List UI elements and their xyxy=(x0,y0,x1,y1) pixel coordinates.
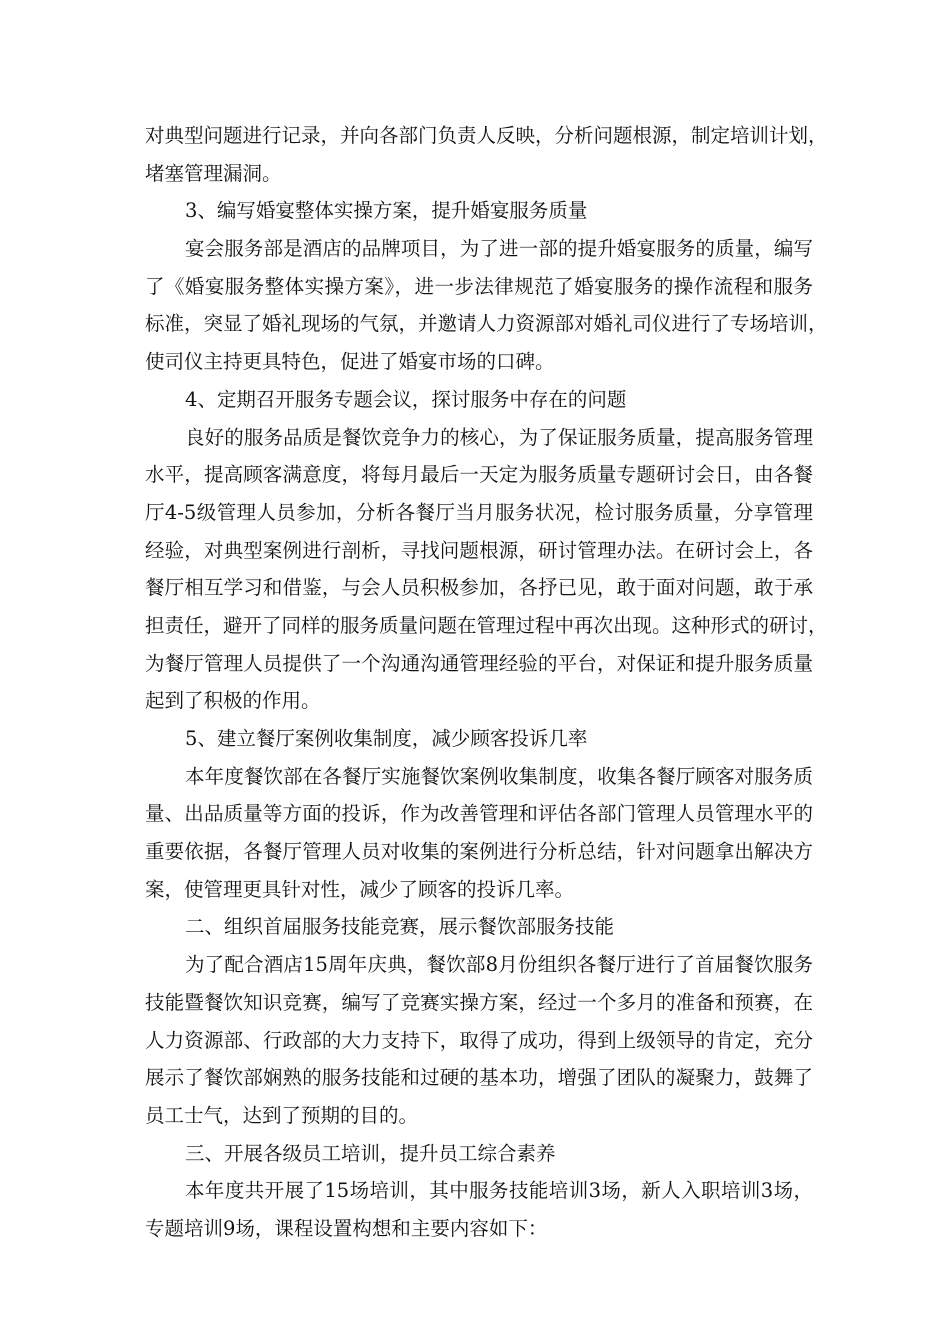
text-line: 人力资源部、行政部的大力支持下，取得了成功，得到上级领导的肯定，充分 xyxy=(145,1028,813,1052)
text-line: 担责任，避开了同样的服务质量问题在管理过程中再次出现。这种形式的研讨， xyxy=(145,613,828,637)
text-line: 3、编写婚宴整体实操方案，提升婚宴服务质量 xyxy=(185,199,588,223)
text-line: 二、组织首届服务技能竞赛，展示餐饮部服务技能 xyxy=(185,915,615,939)
text-line: 使司仪主持更具特色，促进了婚宴市场的口碑。 xyxy=(145,350,555,374)
text-line: 堵塞管理漏洞。 xyxy=(145,161,282,185)
text-line: 技能暨餐饮知识竞赛，编写了竞赛实操方案，经过一个多月的准备和预赛，在 xyxy=(145,990,813,1014)
text-line: 为了配合酒店15周年庆典，餐饮部8月份组织各餐厅进行了首届餐饮服务 xyxy=(185,953,813,977)
text-line: 5、建立餐厅案例收集制度，减少顾客投诉几率 xyxy=(185,727,588,750)
text-line: 厅4-5级管理人员参加，分析各餐厅当月服务状况，检讨服务质量，分享管理 xyxy=(145,500,813,524)
text-line: 经验，对典型案例进行剖析，寻找问题根源，研讨管理办法。在研讨会上，各 xyxy=(145,538,813,562)
text-line: 三、开展各级员工培训，提升员工综合素养 xyxy=(185,1141,556,1165)
text-line: 量、出品质量等方面的投诉，作为改善管理和评估各部门管理人员管理水平的 xyxy=(145,802,813,826)
text-line: 对典型问题进行记录，并向各部门负责人反映，分析问题根源，制定培训计划， xyxy=(145,124,828,147)
text-line: 本年度餐饮部在各餐厅实施餐饮案例收集制度，收集各餐厅顾客对服务质 xyxy=(185,764,813,788)
text-line: 标准，突显了婚礼现场的气氛，并邀请人力资源部对婚礼司仪进行了专场培训， xyxy=(145,312,828,336)
text-line: 专题培训9场，课程设置构想和主要内容如下： xyxy=(145,1216,548,1240)
text-line: 良好的服务品质是餐饮竞争力的核心，为了保证服务质量，提高服务管理 xyxy=(185,425,813,449)
text-line: 重要依据，各餐厅管理人员对收集的案例进行分析总结，针对问题拿出解决方 xyxy=(145,840,813,864)
text-line: 为餐厅管理人员提供了一个沟通沟通管理经验的平台，对保证和提升服务质量 xyxy=(145,651,813,675)
text-line: 水平，提高顾客满意度，将每月最后一天定为服务质量专题研讨会日，由各餐 xyxy=(145,463,813,487)
text-line: 了《婚宴服务整体实操方案》，进一步法律规范了婚宴服务的操作流程和服务 xyxy=(145,274,813,298)
text-line: 案，使管理更具针对性，减少了顾客的投诉几率。 xyxy=(145,877,575,901)
text-line: 展示了餐饮部娴熟的服务技能和过硬的基本功，增强了团队的凝聚力，鼓舞了 xyxy=(145,1066,813,1090)
text-line: 宴会服务部是酒店的品牌项目，为了进一部的提升婚宴服务的质量，编写 xyxy=(185,237,813,261)
text-line: 餐厅相互学习和借鉴，与会人员积极参加，各抒已见，敢于面对问题，敢于承 xyxy=(145,576,813,600)
text-line: 员工士气，达到了预期的目的。 xyxy=(145,1103,419,1127)
text-line: 起到了积极的作用。 xyxy=(145,689,321,713)
text-line: 本年度共开展了15场培训，其中服务技能培训3场，新人入职培训3场， xyxy=(185,1179,813,1203)
document-body xyxy=(145,117,828,1248)
text-line: 4、定期召开服务专题会议，探讨服务中存在的问题 xyxy=(185,387,627,411)
